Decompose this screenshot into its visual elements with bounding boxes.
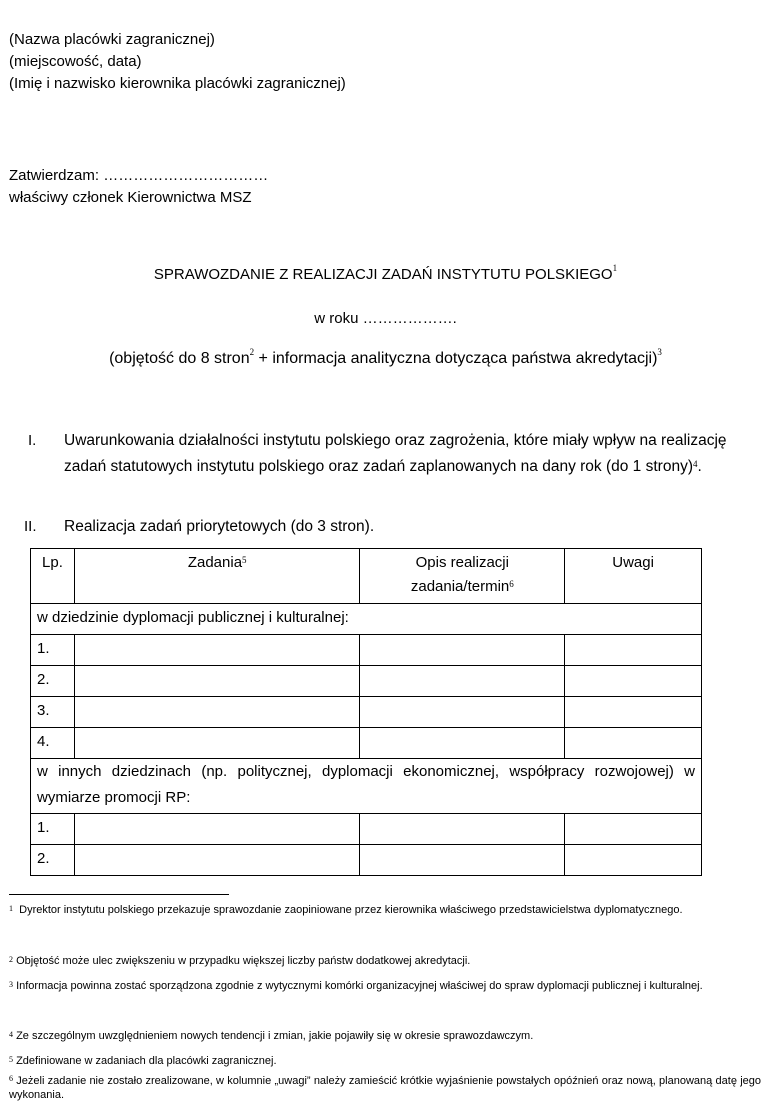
section-numeral: I.	[28, 432, 37, 449]
cell-zadania[interactable]	[74, 635, 359, 666]
footnote-text: Informacja powinna zostać sporządzona zgodnie z wytycznymi komórki organizacyjnej właściwej do spraw dyplomacji publicznej i kulturalnej.	[16, 980, 703, 992]
cell-uwagi[interactable]	[565, 845, 702, 876]
footnote	[9, 1074, 761, 1102]
footnote-number: 1	[9, 904, 13, 913]
header-opis-line2: zadania/termin	[410, 578, 510, 595]
table-header-row	[31, 549, 702, 604]
row-number: 2.	[31, 666, 75, 697]
document-scope	[0, 347, 771, 368]
approval-czlonek: właściwy członek Kierownictwa MSZ	[9, 189, 252, 206]
footnote	[9, 1024, 761, 1049]
approval-zatwierdzam: Zatwierdzam: ……………………………	[9, 167, 269, 184]
section-text	[64, 428, 764, 480]
cell-uwagi[interactable]	[565, 697, 702, 728]
table-row	[31, 814, 702, 845]
header-lp: Lp.	[31, 549, 75, 604]
cell-zadania[interactable]	[74, 814, 359, 845]
footnote-number: 5	[9, 1055, 13, 1064]
cell-zadania[interactable]	[74, 666, 359, 697]
header-kierownik: (Imię i nazwisko kierownika placówki zagranicznej)	[9, 75, 346, 92]
cell-opis[interactable]	[360, 697, 565, 728]
document-scope-b: + informacja analityczna dotycząca państwa akredytacji)	[254, 350, 658, 367]
footnote-number: 6	[9, 1074, 13, 1083]
table-section-label: w dziedzinie dyplomacji publicznej i kulturalnej:	[31, 604, 702, 635]
header-placowka: (Nazwa placówki zagranicznej)	[9, 31, 215, 48]
cell-zadania[interactable]	[74, 697, 359, 728]
cell-zadania[interactable]	[74, 728, 359, 759]
footnote-ref: 3	[657, 347, 662, 357]
footnote-number: 3	[9, 980, 13, 989]
cell-uwagi[interactable]	[565, 728, 702, 759]
document-year: w roku ……………….	[314, 310, 457, 327]
footnote	[9, 949, 761, 974]
section-text: Realizacja zadań priorytetowych (do 3 stron).	[64, 518, 375, 535]
footnote-text: Dyrektor instytutu polskiego przekazuje sprawozdanie zaopiniowane przez kierownika właściwego przedstawicielstwa dyplomatycznego.	[19, 904, 683, 916]
document-scope-a: (objętość do 8 stron	[109, 350, 250, 367]
row-number: 1.	[31, 814, 75, 845]
footnote-ref: 5	[242, 555, 247, 565]
document-title-text: SPRAWOZDANIE Z REALIZACJI ZADAŃ INSTYTUTU POLSKIEGO	[153, 266, 613, 283]
footnote-text: Ze szczególnym uwzględnieniem nowych tendencji i zmian, jakie pojawiły się w okresie sprawozdawczym.	[16, 1030, 534, 1042]
footnote-text: Objętość może ulec zwiększeniu w przypadku większej liczby państw dodatkowej akredytacji.	[16, 955, 471, 967]
cell-opis[interactable]	[360, 728, 565, 759]
footnote-ref: 2	[249, 347, 255, 357]
row-number: 1.	[31, 635, 75, 666]
footnote-number: 2	[9, 955, 13, 964]
header-opis-line1: Opis realizacji	[415, 554, 509, 571]
row-number: 4.	[31, 728, 75, 759]
header-miejscowosc-data: (miejscowość, data)	[9, 53, 142, 70]
table-row	[31, 697, 702, 728]
cell-uwagi[interactable]	[565, 635, 702, 666]
footnote-ref: 6	[509, 579, 514, 589]
tasks-table	[30, 548, 702, 876]
footnote-ref: 1	[612, 263, 618, 273]
row-number: 2.	[31, 845, 75, 876]
table-section-row	[31, 604, 702, 635]
footnote	[9, 898, 761, 923]
table-row	[31, 666, 702, 697]
footnote-text: Zdefiniowane w zadaniach dla placówki zagranicznej.	[16, 1055, 277, 1067]
header-opis	[360, 549, 565, 604]
cell-zadania[interactable]	[74, 845, 359, 876]
header-zadania-text: Zadania	[187, 554, 243, 571]
cell-opis[interactable]	[360, 814, 565, 845]
cell-opis[interactable]	[360, 635, 565, 666]
document-title	[0, 263, 771, 283]
section-numeral: II.	[24, 518, 37, 535]
cell-opis[interactable]	[360, 845, 565, 876]
footnote-number: 4	[9, 1030, 13, 1039]
row-number: 3.	[31, 697, 75, 728]
footnote	[9, 1049, 761, 1074]
footnote	[9, 974, 761, 999]
footnote-ref: 4	[692, 459, 698, 469]
footnote-separator	[9, 894, 229, 895]
cell-opis[interactable]	[360, 666, 565, 697]
section-text-body: Uwarunkowania działalności instytutu polskiego oraz zagrożenia, które miały wpływ na realizację zadań statutowych instytutu polskiego oraz zadań zaplanowanych na dany rok (do 1 strony)	[64, 432, 727, 475]
table-row	[31, 845, 702, 876]
table-section-row	[31, 759, 702, 814]
header-zadania	[74, 549, 359, 604]
table-row	[31, 728, 702, 759]
section-text-tail: .	[697, 458, 702, 475]
table-row	[31, 635, 702, 666]
footnote-text: Jeżeli zadanie nie zostało zrealizowane, w kolumnie „uwagi” należy zamieścić krótkie wyjaśnienie powstałych opóźnień oraz nową, planowaną datę jego wykonania.	[9, 1075, 761, 1101]
cell-uwagi[interactable]	[565, 814, 702, 845]
cell-uwagi[interactable]	[565, 666, 702, 697]
table-section-label: w innych dziedzinach (np. politycznej, dyplomacji ekonomicznej, współpracy rozwojowej) w wymiarze promocji RP:	[31, 759, 702, 814]
header-uwagi: Uwagi	[565, 549, 702, 604]
